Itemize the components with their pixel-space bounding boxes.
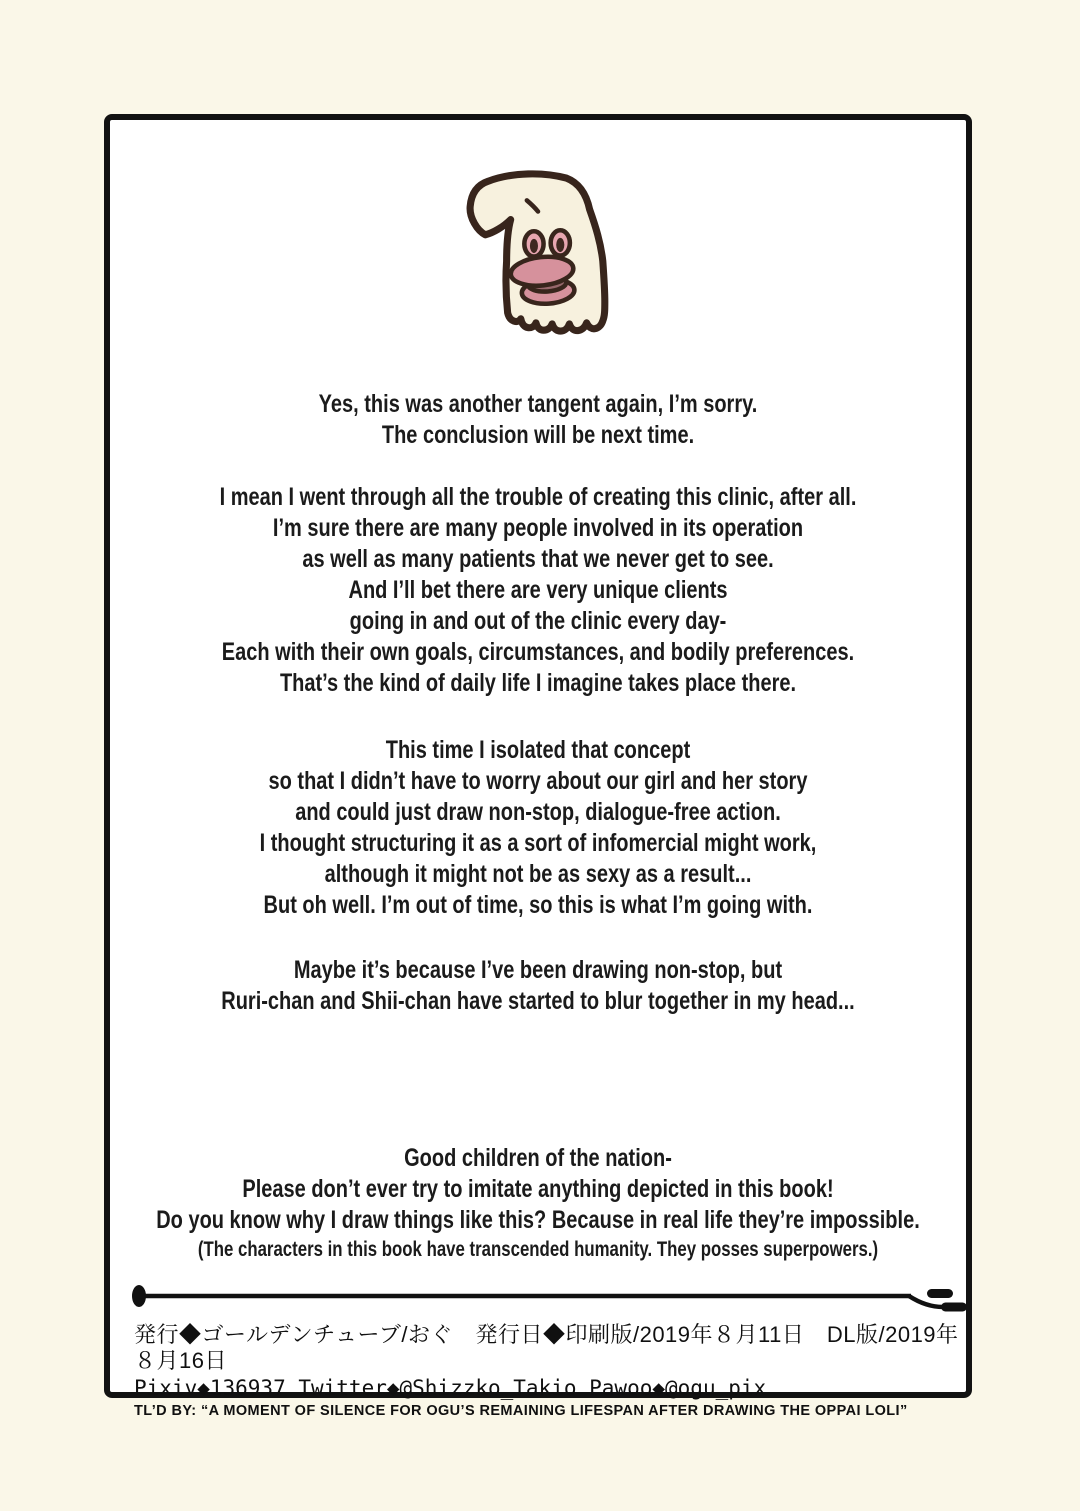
afterword-line: I thought structuring it as a sort of infomercial might work, xyxy=(259,829,817,857)
afterword-paragraph xyxy=(114,955,962,1017)
afterword-line: This time I isolated that concept xyxy=(385,736,691,764)
afterword-line: But oh well. I’m out of time, so this is what I’m going with. xyxy=(263,891,813,919)
afterword-line: That’s the kind of daily life I imagine takes place there. xyxy=(279,669,797,697)
afterword-text xyxy=(114,389,962,1264)
ghost-mascot-illustration xyxy=(467,170,609,334)
afterword-line: Do you know why I draw things like this? Because in real life they’re impossible. xyxy=(156,1206,920,1234)
afterword-line: I’m sure there are many people involved in its operation xyxy=(272,514,804,542)
afterword-line: Please don’t ever try to imitate anything depicted in this book! xyxy=(242,1175,834,1203)
colophon xyxy=(134,1322,966,1419)
translator-note-line: TL’D BY: “A MOMENT OF SILENCE FOR OGU’S REMAINING LIFESPAN AFTER DRAWING THE OPPAI LOLI” xyxy=(134,1403,908,1419)
afterword-line: Good children of the nation- xyxy=(404,1144,672,1172)
afterword-line: And I’ll bet there are very unique clients xyxy=(348,576,728,604)
afterword-line: although it might not be as sexy as a result... xyxy=(324,860,752,888)
afterword-page-panel xyxy=(104,114,972,1419)
afterword-line: Each with their own goals, circumstances, and bodily preferences. xyxy=(221,638,855,666)
mascot-illustration-area xyxy=(110,170,966,336)
afterword-fine-print-line: (The characters in this book have transcended humanity. They posses superpowers.) xyxy=(197,1238,879,1261)
afterword-line: The conclusion will be next time. xyxy=(381,421,695,449)
afterword-line: Maybe it’s because I’ve been drawing non-stop, but xyxy=(293,956,783,984)
afterword-line: as well as many patients that we never get to see. xyxy=(302,545,774,573)
afterword-line: and could just draw non-stop, dialogue-free action. xyxy=(295,798,781,826)
afterword-line: Yes, this was another tangent again, I’m sorry. xyxy=(318,390,758,418)
afterword-paragraph xyxy=(114,1143,962,1264)
afterword-line: Ruri-chan and Shii-chan have started to blur together in my head... xyxy=(221,987,855,1015)
afterword-paragraph xyxy=(114,389,962,451)
divider-needle-thread-line xyxy=(123,1276,975,1316)
publisher-info-line: 発行◆ゴールデンチューブ/おぐ 発行日◆印刷版/2019年８月11日 DL版/2019年８月16日 xyxy=(134,1322,959,1373)
afterword-line: so that I didn’t have to worry about our girl and her story xyxy=(268,767,808,795)
afterword-line: I mean I went through all the trouble of creating this clinic, after all. xyxy=(219,483,857,511)
artist-accounts-line: Pixiv◆136937 Twitter◆@Shizzko_Takio Pawoo◆@ogu_pix xyxy=(134,1376,767,1400)
afterword-paragraph xyxy=(114,735,962,921)
afterword-paragraph xyxy=(114,482,962,699)
afterword-line: going in and out of the clinic every day- xyxy=(349,607,727,635)
